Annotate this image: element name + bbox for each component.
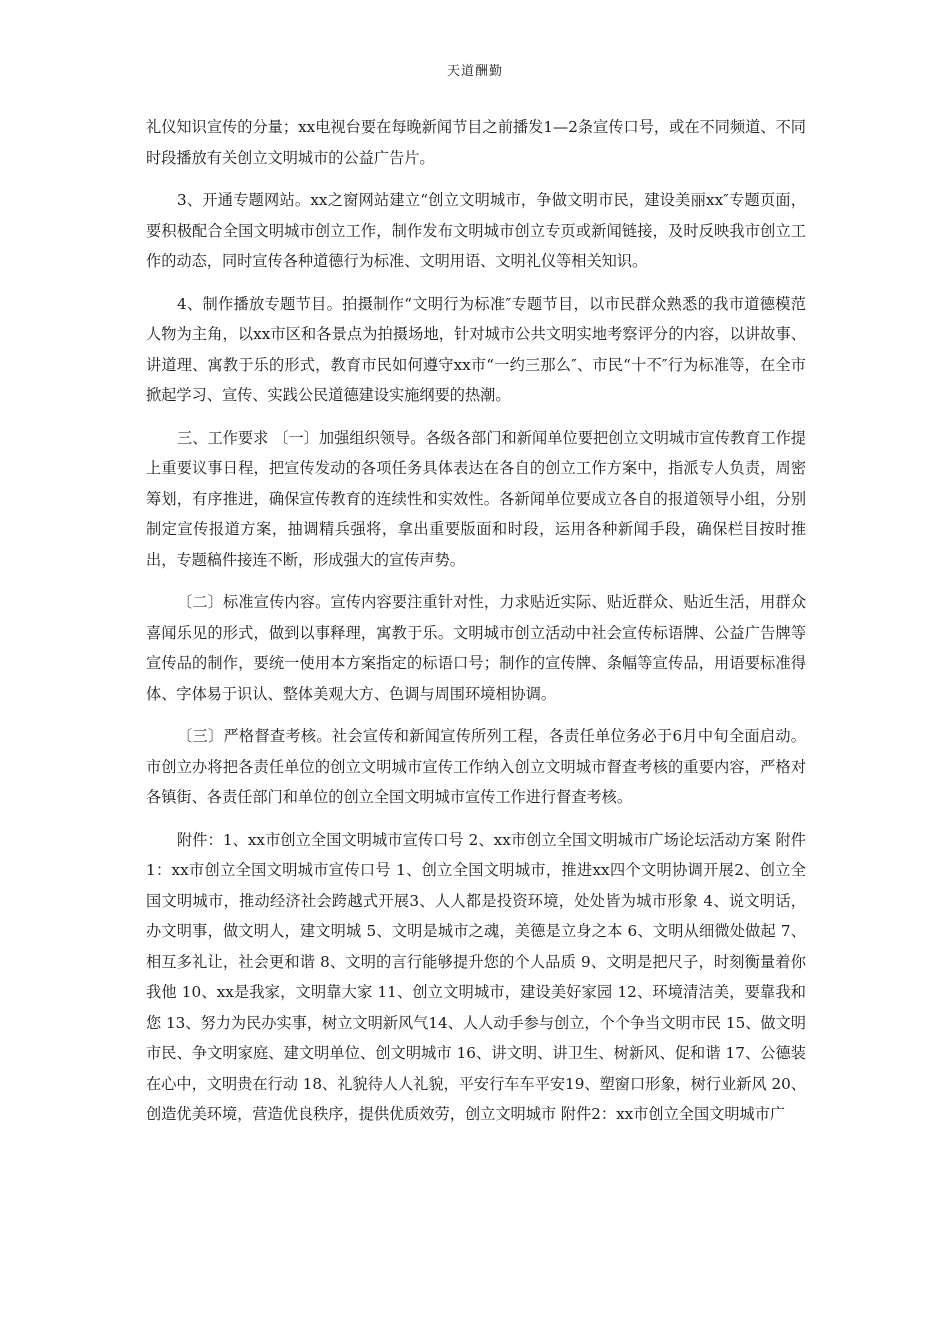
paragraph: 〔二〕标准宣传内容。宣传内容要注重针对性，力求贴近实际、贴近群众、贴近生活，用群众喜闻乐见的形式，做到以事释理，寓教于乐。文明城市创立活动中社会宣传标语牌、公益广告牌等宣传品的制作，要统一使用本方案指定的标语口号；制作的宣传牌、条幅等宣传品，用语要标准得体、字体易于识认、整体美观大方、色调与周围环境相协调。 bbox=[146, 593, 806, 703]
paragraph: 礼仪知识宣传的分量；xx电视台要在每晚新闻节目之前播发1—2条宣传口号，或在不同频道、不同时段播放有关创立文明城市的公益广告片。 bbox=[146, 118, 806, 167]
document-body bbox=[146, 112, 806, 1142]
page-header: 天道酬勤 bbox=[446, 64, 503, 79]
paragraph: 附件：1、xx市创立全国文明城市宣传口号 2、xx市创立全国文明城市广场论坛活动方案 附件1：xx市创立全国文明城市宣传口号 1、创立全国文明城市，推进xx四个文明协调开展2、创立全国文明城市，推动经济社会跨越式开展3、人人都是投资环境，处处皆为城市形象 4、说文明话，办文明事，做文明人，建文明城 5、文明是城市之魂，美德是立身之本 6、文明从细微处做起 7、相互多礼让，社会更和谐 8、文明的言行能够提升您的个人品质 9、文明是把尺子，时刻衡量着你我他 10、xx是我家，文明靠大家 11、创立文明城市，建设美好家园 12、环境清洁美，要靠我和您 13、努力为民办实事，树立文明新风气14、人人动手参与创立，个个争当文明市民 15、做文明市民、争文明家庭、建文明单位、创文明城市 16、讲文明、讲卫生、树新风、促和谐 17、公德装在心中，文明贵在行动 18、礼貌待人人礼貌，平安行车车平安19、塑窗口形象，树行业新风 20、创造优美环境，营造优良秩序，提供优质效劳，创立文明城市 附件2：xx市创立全国文明城市广 bbox=[146, 830, 806, 1123]
paragraph: 三、工作要求 〔一〕加强组织领导。各级各部门和新闻单位要把创立文明城市宣传教育工作提上重要议事日程，把宣传发动的各项任务具体表达在各自的创立工作方案中，指派专人负责，周密筹划，有序推进，确保宣传教育的连续性和实效性。各新闻单位要成立各自的报道领导小组，分别制定宣传报道方案，抽调精兵强将，拿出重要版面和时段，运用各种新闻手段，确保栏目按时推出，专题稿件接连不断，形成强大的宣传声势。 bbox=[146, 428, 806, 569]
paragraph: 3、开通专题网站。xx之窗网站建立“创立文明城市，争做文明市民，建设美丽xx″专题页面，要积极配合全国文明城市创立工作，制作发布文明城市创立专页或新闻链接，及时反映我市创立工作的动态，同时宣传各种道德行为标准、文明用语、文明礼仪等相关知识。 bbox=[146, 191, 806, 270]
paragraph: 〔三〕严格督查考核。社会宣传和新闻宣传所列工程，各责任单位务必于6月中旬全面启动。市创立办将把各责任单位的创立文明城市宣传工作纳入创立文明城市督查考核的重要内容，严格对各镇街、各责任部门和单位的创立全国文明城市宣传工作进行督查考核。 bbox=[146, 727, 806, 806]
paragraph: 4、制作播放专题节目。拍摄制作“文明行为标准″专题节目，以市民群众熟悉的我市道德模范人物为主角，以xx市区和各景点为拍摄场地，针对城市公共文明实地考察评分的内容，以讲故事、讲道理、寓教于乐的形式，教育市民如何遵守xx市“一约三那么″、市民“十不″行为标准等，在全市掀起学习、宣传、实践公民道德建设实施纲要的热潮。 bbox=[146, 294, 806, 404]
